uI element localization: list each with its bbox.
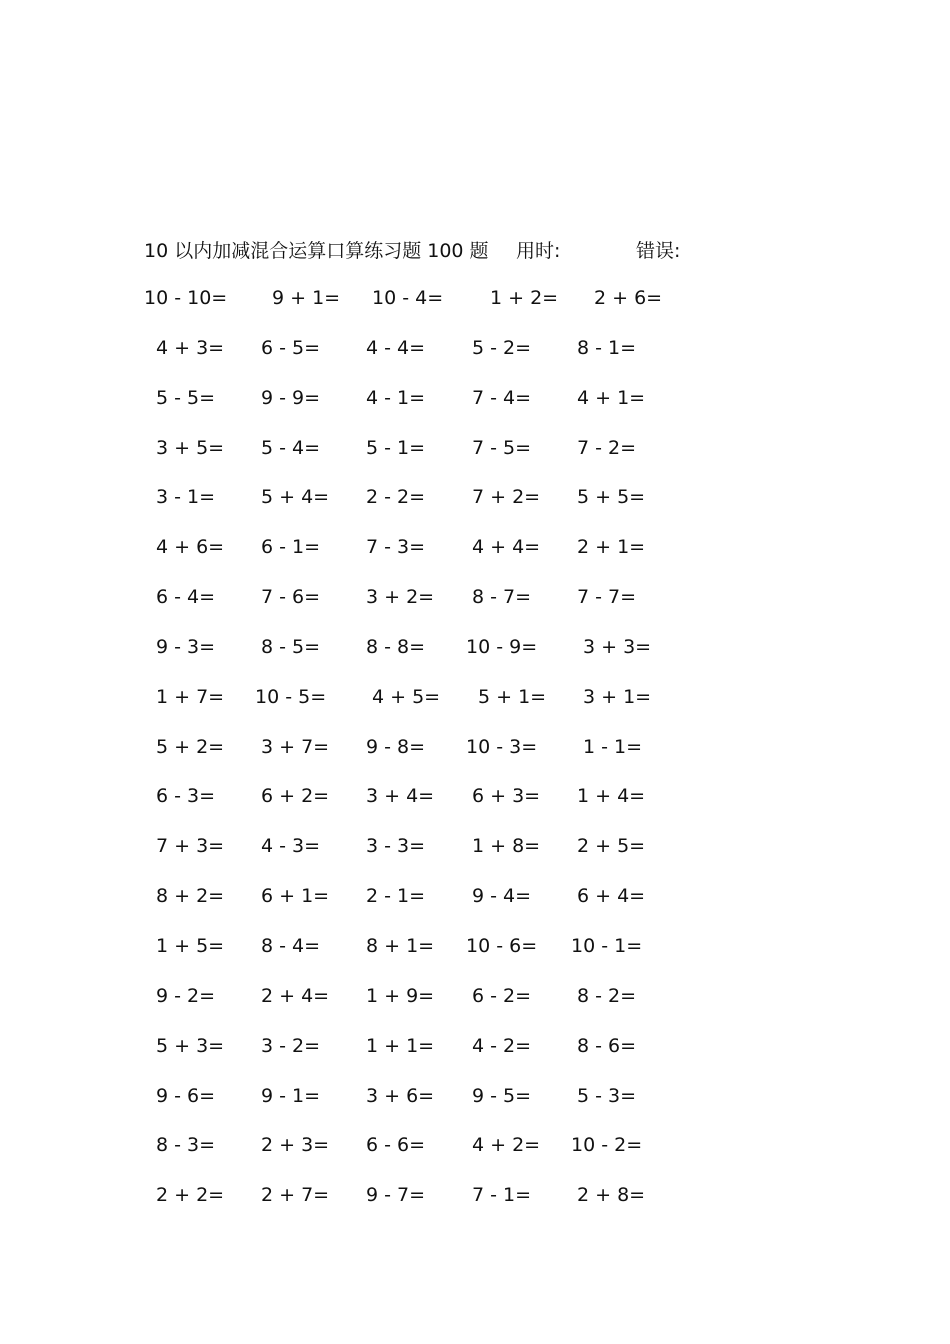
- problem-item: 8 - 1=: [577, 336, 637, 359]
- problem-item: 4 - 3=: [261, 835, 321, 858]
- problem-item: 10 - 9=: [466, 635, 538, 658]
- problem-row: [144, 385, 704, 435]
- problem-item: 3 - 1=: [156, 486, 216, 509]
- problem-item: 4 + 2=: [472, 1134, 541, 1157]
- problem-item: 9 - 1=: [261, 1084, 321, 1107]
- problem-item: 5 + 4=: [261, 486, 330, 509]
- problem-row: [144, 584, 704, 634]
- problem-item: 2 + 8=: [577, 1184, 646, 1207]
- problem-item: 7 - 6=: [261, 586, 321, 609]
- problem-item: 6 - 6=: [366, 1134, 426, 1157]
- problem-item: 6 - 2=: [472, 984, 532, 1007]
- problem-item: 5 - 4=: [261, 436, 321, 459]
- problem-item: 1 + 8=: [472, 835, 541, 858]
- worksheet-title: 10 以内加减混合运算口算练习题 100 题: [144, 240, 489, 262]
- problem-item: 1 + 2=: [490, 287, 559, 309]
- problem-item: 4 + 4=: [472, 536, 541, 559]
- problem-item: 9 - 8=: [366, 735, 426, 758]
- problem-item: 7 - 3=: [366, 536, 426, 559]
- problem-item: 3 + 7=: [261, 735, 330, 758]
- problem-item: 3 + 2=: [366, 586, 435, 609]
- problem-item: 7 + 3=: [156, 835, 225, 858]
- problem-row: [144, 783, 704, 833]
- problem-item: 6 + 4=: [577, 885, 646, 908]
- problem-item: 8 - 2=: [577, 984, 637, 1007]
- problem-item: 5 - 5=: [156, 386, 216, 409]
- problem-item: 8 - 5=: [261, 635, 321, 658]
- problem-item: 8 + 2=: [156, 885, 225, 908]
- problem-item: 3 + 6=: [366, 1084, 435, 1107]
- problem-item: 1 + 5=: [156, 934, 225, 957]
- problem-item: 1 - 1=: [583, 735, 643, 758]
- problem-row: [144, 933, 704, 983]
- problem-row: [144, 734, 704, 784]
- problem-item: 1 + 9=: [366, 984, 435, 1007]
- problem-item: 7 - 5=: [472, 436, 532, 459]
- problem-row: [144, 883, 704, 933]
- problem-item: 10 - 1=: [571, 934, 643, 957]
- problem-item: 7 - 2=: [577, 436, 637, 459]
- problem-item: 4 - 1=: [366, 386, 426, 409]
- problem-item: 4 - 4=: [366, 336, 426, 359]
- problem-item: 4 + 5=: [372, 685, 441, 708]
- problem-item: 2 + 4=: [261, 984, 330, 1007]
- problem-item: 10 - 6=: [466, 934, 538, 957]
- problem-row: [144, 634, 704, 684]
- problem-item: 3 + 4=: [366, 785, 435, 808]
- problem-item: 10 - 10=: [144, 287, 228, 309]
- problem-row: [144, 1033, 704, 1083]
- problem-item: 3 + 5=: [156, 436, 225, 459]
- problem-item: 9 - 7=: [366, 1184, 426, 1207]
- problem-item: 8 - 3=: [156, 1134, 216, 1157]
- problem-item: 10 - 3=: [466, 735, 538, 758]
- problem-item: 2 - 1=: [366, 885, 426, 908]
- problem-item: 9 - 3=: [156, 635, 216, 658]
- problem-item: 5 - 1=: [366, 436, 426, 459]
- problem-item: 8 - 8=: [366, 635, 426, 658]
- problem-item: 4 + 1=: [577, 386, 646, 409]
- error-count-label: 错误:: [636, 240, 681, 262]
- problem-item: 6 - 4=: [156, 586, 216, 609]
- time-used-label: 用时:: [516, 240, 561, 262]
- problem-item: 2 + 6=: [594, 287, 663, 309]
- problem-grid: [144, 285, 704, 1232]
- problem-row: [144, 285, 704, 335]
- problem-item: 1 + 7=: [156, 685, 225, 708]
- problem-item: 8 + 1=: [366, 934, 435, 957]
- problem-item: 9 - 4=: [472, 885, 532, 908]
- problem-item: 6 + 2=: [261, 785, 330, 808]
- problem-item: 7 - 4=: [472, 386, 532, 409]
- problem-item: 3 + 3=: [583, 635, 652, 658]
- problem-item: 3 - 3=: [366, 835, 426, 858]
- problem-item: 9 + 1=: [272, 287, 341, 309]
- problem-item: 2 + 1=: [577, 536, 646, 559]
- problem-item: 5 + 5=: [577, 486, 646, 509]
- problem-row: [144, 983, 704, 1033]
- problem-item: 6 - 3=: [156, 785, 216, 808]
- problem-row: [144, 684, 704, 734]
- problem-item: 9 - 9=: [261, 386, 321, 409]
- problem-item: 3 + 1=: [583, 685, 652, 708]
- problem-row: [144, 435, 704, 485]
- problem-item: 2 + 3=: [261, 1134, 330, 1157]
- problem-item: 5 + 2=: [156, 735, 225, 758]
- problem-item: 5 - 2=: [472, 336, 532, 359]
- problem-item: 1 + 1=: [366, 1034, 435, 1057]
- problem-item: 8 - 7=: [472, 586, 532, 609]
- problem-item: 4 + 6=: [156, 536, 225, 559]
- problem-item: 6 - 1=: [261, 536, 321, 559]
- problem-item: 4 + 3=: [156, 336, 225, 359]
- problem-item: 9 - 6=: [156, 1084, 216, 1107]
- problem-item: 3 - 2=: [261, 1034, 321, 1057]
- problem-item: 6 + 3=: [472, 785, 541, 808]
- problem-row: [144, 1132, 704, 1182]
- problem-item: 10 - 4=: [372, 287, 444, 309]
- problem-item: 4 - 2=: [472, 1034, 532, 1057]
- problem-item: 2 - 2=: [366, 486, 426, 509]
- problem-item: 6 + 1=: [261, 885, 330, 908]
- problem-item: 10 - 2=: [571, 1134, 643, 1157]
- problem-item: 8 - 6=: [577, 1034, 637, 1057]
- worksheet-header: [144, 236, 764, 266]
- problem-item: 7 + 2=: [472, 486, 541, 509]
- problem-item: 5 + 1=: [478, 685, 547, 708]
- problem-row: [144, 1182, 704, 1232]
- problem-row: [144, 534, 704, 584]
- problem-row: [144, 484, 704, 534]
- problem-item: 5 - 3=: [577, 1084, 637, 1107]
- problem-item: 10 - 5=: [255, 685, 327, 708]
- problem-item: 9 - 2=: [156, 984, 216, 1007]
- problem-item: 5 + 3=: [156, 1034, 225, 1057]
- problem-item: 9 - 5=: [472, 1084, 532, 1107]
- problem-item: 7 - 7=: [577, 586, 637, 609]
- problem-row: [144, 833, 704, 883]
- problem-item: 1 + 4=: [577, 785, 646, 808]
- problem-item: 2 + 7=: [261, 1184, 330, 1207]
- problem-item: 2 + 5=: [577, 835, 646, 858]
- problem-row: [144, 335, 704, 385]
- problem-item: 8 - 4=: [261, 934, 321, 957]
- problem-item: 6 - 5=: [261, 336, 321, 359]
- problem-item: 2 + 2=: [156, 1184, 225, 1207]
- problem-row: [144, 1083, 704, 1133]
- problem-item: 7 - 1=: [472, 1184, 532, 1207]
